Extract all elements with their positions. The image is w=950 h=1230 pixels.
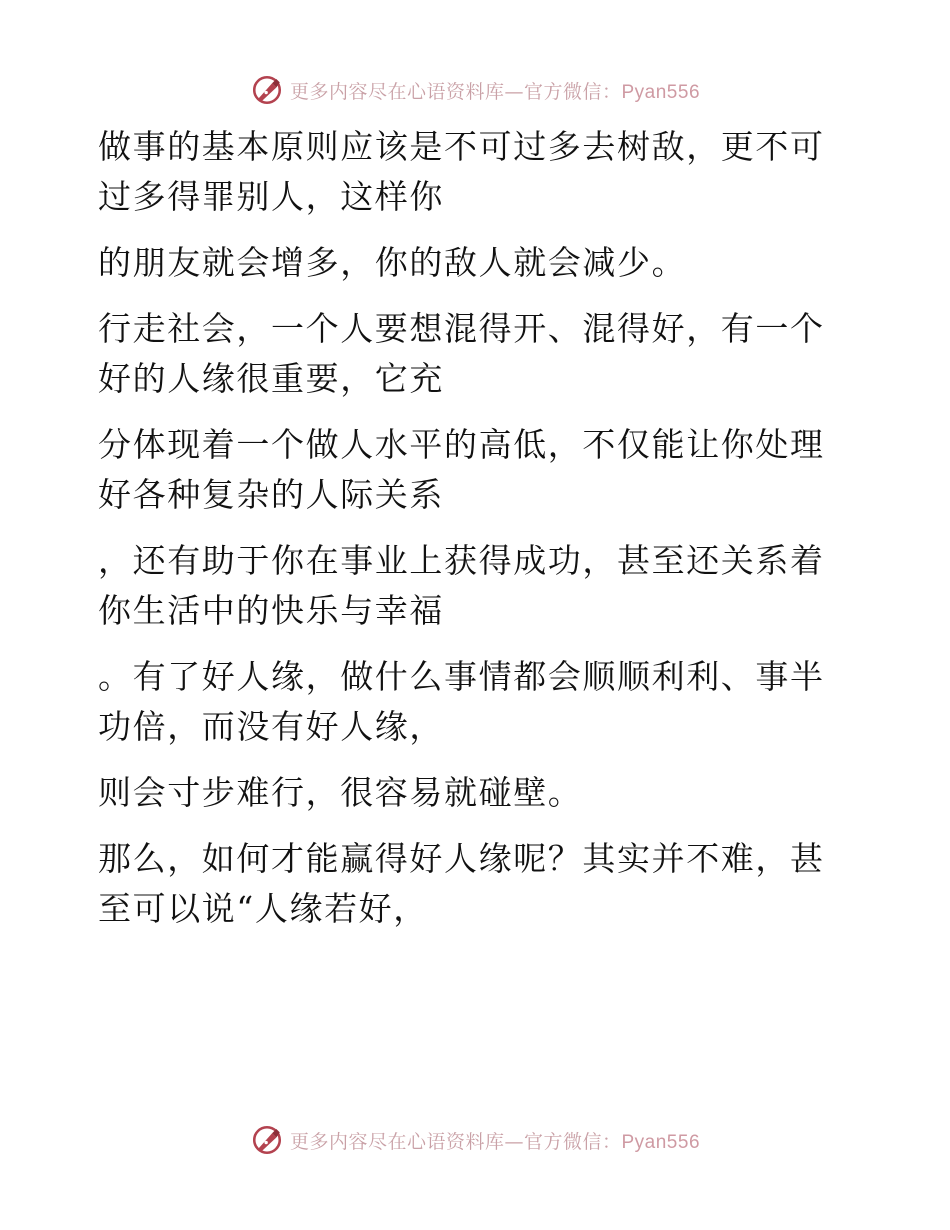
text-line: 功倍，而没有好人缘， xyxy=(98,707,444,746)
watermark-dash: — xyxy=(504,80,524,103)
watermark-dash: — xyxy=(504,1130,524,1153)
text-line: 的朋友就会增多，你的敌人就会减少。 xyxy=(98,243,687,282)
watermark-wechat-label: 官方微信： xyxy=(523,1130,622,1153)
text-line: 行走社会，一个人要想混得开、混得好，有一个 xyxy=(98,309,825,348)
watermark-wechat-label: 官方微信： xyxy=(523,80,622,103)
header-watermark xyxy=(0,70,950,110)
text-line: 至可以说“人缘若好， xyxy=(98,889,428,928)
paragraph xyxy=(98,652,838,752)
paragraph xyxy=(98,536,838,636)
watermark-brand: 更多内容尽在心语资料库 xyxy=(289,1130,505,1153)
text-line: 好的人缘很重要，它充 xyxy=(98,359,444,398)
footer-watermark xyxy=(0,1120,950,1160)
watermark-text xyxy=(290,77,700,104)
watermark-text xyxy=(290,1127,700,1154)
paragraph xyxy=(98,420,838,520)
text-line: ，还有助于你在事业上获得成功，甚至还关系着 xyxy=(98,541,825,580)
watermark-wechat-id: Pyan556 xyxy=(621,81,701,103)
text-line: 那么，如何才能赢得好人缘呢？其实并不难，甚 xyxy=(98,839,825,878)
watermark-brand: 更多内容尽在心语资料库 xyxy=(289,80,505,103)
text-line: 过多得罪别人，这样你 xyxy=(98,177,444,216)
paragraph xyxy=(98,238,838,288)
text-line: 做事的基本原则应该是不可过多去树敌，更不可 xyxy=(98,127,825,166)
paragraph xyxy=(98,834,838,934)
text-line: 分体现着一个做人水平的高低，不仅能让你处理 xyxy=(98,425,825,464)
text-line: 则会寸步难行，很容易就碰壁。 xyxy=(98,773,583,812)
pen-nib-logo-icon xyxy=(250,73,284,107)
text-line: 。有了好人缘，做什么事情都会顺顺利利、事半 xyxy=(98,657,825,696)
paragraph xyxy=(98,304,838,404)
paragraph xyxy=(98,768,838,818)
document-body xyxy=(98,122,838,950)
text-line: 你生活中的快乐与幸福 xyxy=(98,591,444,630)
watermark-wechat-id: Pyan556 xyxy=(621,1131,701,1153)
text-line: 好各种复杂的人际关系 xyxy=(98,475,444,514)
pen-nib-logo-icon xyxy=(250,1123,284,1157)
paragraph xyxy=(98,122,838,222)
